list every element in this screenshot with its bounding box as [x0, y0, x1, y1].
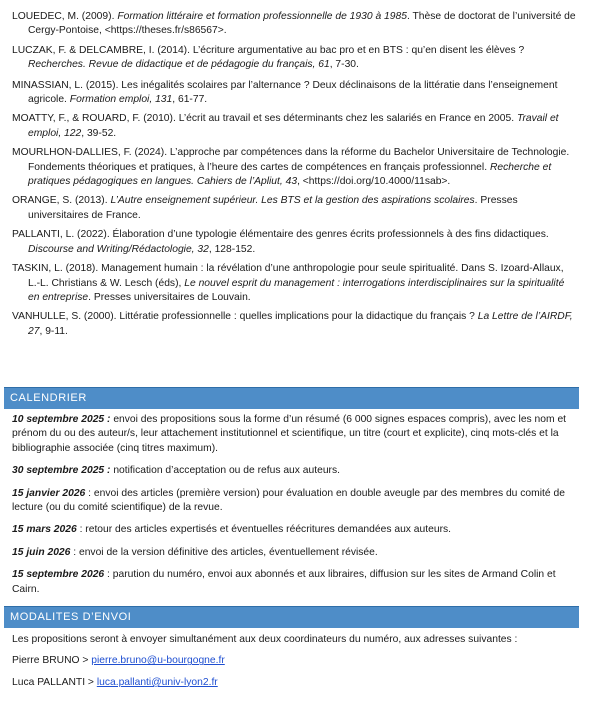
calendar-date: 10 septembre 2025 :	[12, 414, 111, 425]
reference-item	[12, 262, 578, 305]
reference-details: , 39-52.	[81, 127, 117, 139]
modalites-section-header	[4, 606, 579, 628]
reference-authors: LOUEDEC, M. (2009).	[12, 11, 115, 22]
contact-line	[12, 676, 575, 690]
references-list	[12, 10, 578, 344]
envoi-intro: Les propositions seront à envoyer simultanément aux deux coordinateurs du numéro, aux adresses suivantes :	[12, 634, 518, 645]
reference-item	[12, 146, 578, 189]
reference-title: Recherche et pratiques pédagogiques en langues. Cahiers de l’Apliut, 43	[28, 161, 552, 188]
reference-title: Travail et emploi, 122	[28, 113, 559, 139]
calendar-item	[12, 464, 575, 478]
email-link[interactable]: pierre.bruno@u-bourgogne.fr	[91, 655, 225, 667]
reference-title: Formation littéraire et formation professionnelle de 1930 à 1985	[117, 11, 407, 22]
reference-item	[12, 10, 578, 39]
reference-title: Discourse and Writing/Rédactologie, 32	[28, 243, 209, 255]
calendar-item	[12, 413, 575, 456]
calendar-date: 30 septembre 2025 :	[12, 465, 111, 477]
reference-authors: VANHULLE, S. (2000). Littératie professionnelle : quelles implications pour la didactique du français ?	[12, 311, 475, 323]
reference-authors: MOURLHON-DALLIES, F. (2024). L’approche par compétences dans la réforme du Bachelor Universitaire de Technologie. Fondements théoriques et pratiques, à l’heure des cartes de compétences en français professionnel.	[12, 147, 570, 173]
reference-authors: MOATTY, F., & ROUARD, F. (2010). L’écrit au travail et ses déterminants chez les salariés en France en 2005.	[12, 113, 515, 125]
reference-title: Le nouvel esprit du management : interrogations interdisciplinaires sur la spiritualité en entreprise	[28, 277, 565, 303]
calendar-date: 15 juin 2026	[12, 546, 71, 558]
reference-details: , 128-152.	[208, 243, 256, 255]
email-link[interactable]: luca.pallanti@univ-lyon2.fr	[96, 676, 218, 688]
reference-authors: PALLANTI, L. (2022). Élaboration d’une typologie élémentaire des genres écrits professionnels à des fins didactiques.	[12, 229, 549, 241]
reference-title: L’Autre enseignement supérieur. Les BTS et la gestion des aspirations scolaires	[110, 195, 475, 207]
calendar-date: 15 mars 2026	[12, 524, 77, 536]
calendar-text: notification d’acceptation ou de refus aux auteurs.	[110, 465, 340, 477]
reference-details: . Presses universitaires de France.	[28, 195, 518, 221]
reference-authors: LUCZAK, F. & DELCAMBRE, I. (2014). L’écriture argumentative au bac pro et en BTS : qu’en disent les élèves ?	[12, 44, 525, 56]
calendar-item	[12, 487, 575, 516]
reference-details: . Thèse de doctorat de l’université de Cergy-Pontoise, <https://theses.fr/s86567>.	[28, 11, 576, 37]
reference-authors: MINASSIAN, L. (2015). Les inégalités scolaires par l’alternance ? Deux déclinaisons de la littératie dans l’enseignement agricole.	[12, 79, 558, 106]
contact-name: Luca PALLANTI >	[12, 676, 97, 688]
calendar-text: : envoi des articles (première version) pour évaluation en double aveugle par des membres du comité de lecture (ou du comité scientifique) de la revue.	[12, 487, 565, 514]
reference-authors: TASKIN, L. (2018). Management humain : la révélation d’une anthropologie pour seule spiritualité. Dans S. Izoard-Allaux, L.-L. Christians & W. Lesch (éds),	[12, 263, 564, 289]
reference-title: Formation emploi, 131	[69, 94, 173, 106]
reference-details: . Presses universitaires de Louvain.	[88, 291, 251, 303]
reference-item	[12, 194, 578, 223]
calendar-text: : retour des articles expertisés et éventuelles réécritures demandées aux auteurs.	[76, 524, 452, 536]
reference-item	[12, 310, 578, 339]
reference-item	[12, 79, 578, 108]
calendar-text: envoi des propositions sous la forme d’un résumé (6 000 signes espaces compris), avec les nom et prénom du ou des auteur/s, leur attachement institutionnel et scientifique, un titre (court et explicite), cinq mots-clés et la bibliographie associée (cinq titres maximum).	[12, 414, 567, 454]
contact-line	[12, 654, 575, 668]
reference-details: , 9-11.	[39, 325, 68, 337]
calendar-text: : parution du numéro, envoi aux abonnés et aux libraires, diffusion sur les sites de Armand Colin et Cairn.	[12, 569, 556, 595]
contact-name: Pierre BRUNO >	[12, 655, 92, 667]
reference-details: , <https://doi.org/10.4000/11sab>.	[297, 176, 451, 188]
calendar-text: : envoi de la version définitive des articles, éventuellement révisée.	[70, 546, 378, 558]
reference-title: Recherches. Revue de didactique et de pédagogie du français, 61	[28, 59, 330, 71]
calendar-item	[12, 568, 575, 597]
calendar-item	[12, 523, 575, 537]
calendar-item	[12, 546, 575, 560]
calendar-date: 15 janvier 2026	[12, 487, 86, 499]
reference-details: , 61-77.	[172, 94, 208, 106]
section-heading: CALENDRIER	[10, 392, 87, 404]
calendrier-section-header	[4, 387, 579, 409]
calendar-date: 15 septembre 2026	[12, 569, 105, 581]
reference-title: La Lettre de l’AIRDF, 27	[28, 311, 573, 337]
reference-details: , 7-30.	[329, 59, 359, 71]
section-heading: MODALITES D’ENVOI	[10, 611, 132, 623]
reference-item	[12, 44, 578, 73]
envoi-section	[12, 633, 575, 697]
reference-item	[12, 228, 578, 257]
reference-authors: ORANGE, S. (2013).	[12, 195, 108, 207]
reference-item	[12, 112, 578, 141]
calendrier-list	[12, 413, 575, 605]
